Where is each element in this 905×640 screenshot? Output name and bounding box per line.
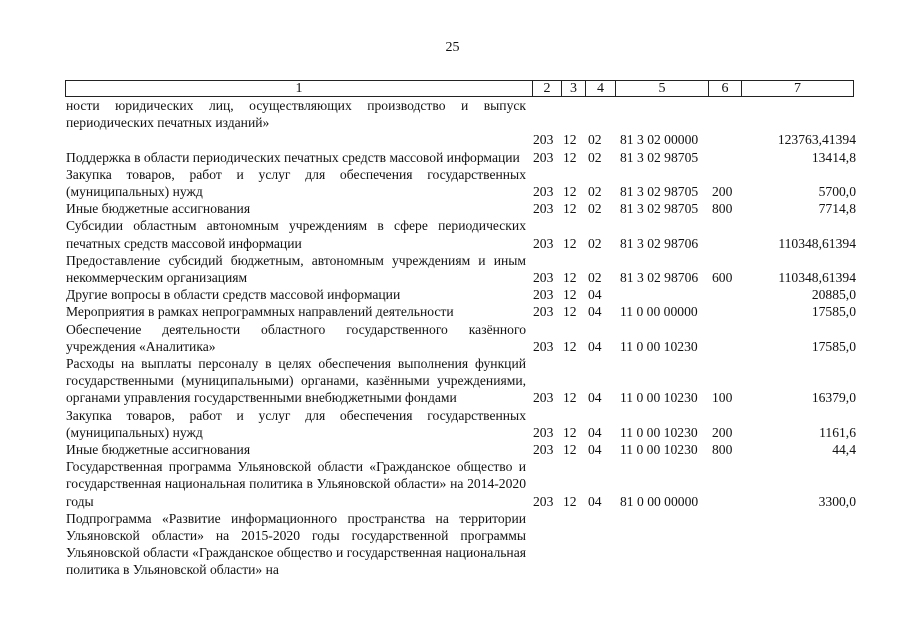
row-cell-c6: 200 <box>712 424 733 440</box>
column-header-4: 4 <box>586 81 616 97</box>
row-cell-c5: 11 0 00 10230 <box>620 390 698 406</box>
table-row <box>66 97 856 131</box>
row-description: Другие вопросы в области средств массовой информации <box>66 287 401 303</box>
row-description: Мероприятия в рамках непрограммных направлений деятельности <box>66 304 454 320</box>
row-cell-c5: 11 0 00 00000 <box>620 304 698 320</box>
table-row <box>66 286 856 303</box>
budget-table-body <box>66 97 856 579</box>
row-cell-c2: 203 <box>533 270 554 286</box>
row-cell-c3: 12 <box>563 338 577 354</box>
row-cell-c3: 12 <box>563 287 577 303</box>
row-cell-c6: 600 <box>712 270 733 286</box>
row-cell-c3: 12 <box>563 304 577 320</box>
row-cell-c7: 13414,8 <box>811 149 856 165</box>
column-header-7: 7 <box>742 81 854 97</box>
row-cell-c7: 20885,0 <box>811 287 856 303</box>
column-header-6: 6 <box>709 81 742 97</box>
row-cell-c5: 11 0 00 10230 <box>620 442 698 458</box>
row-cell-c5: 81 3 02 00000 <box>620 132 699 148</box>
row-cell-c5: 81 3 02 98706 <box>620 235 699 251</box>
row-cell-c2: 203 <box>533 132 554 148</box>
table-row <box>66 303 856 320</box>
row-cell-c3: 12 <box>563 270 577 286</box>
column-header-2: 2 <box>533 81 562 97</box>
row-cell-c5: 11 0 00 10230 <box>620 338 698 354</box>
row-description: Предоставление субсидий бюджетным, автономным учреждениям и иным некоммерческим организациям <box>66 252 526 286</box>
row-cell-c7: 110348,61394 <box>778 235 856 251</box>
row-cell-c3: 12 <box>563 184 577 199</box>
row-cell-c4: 02 <box>588 235 602 251</box>
row-cell-c6: 100 <box>712 390 733 406</box>
row-cell-c7: 110348,61394 <box>778 270 856 286</box>
row-cell-c6: 800 <box>712 201 733 217</box>
row-cell-c4: 04 <box>588 338 602 354</box>
row-cell-c7: 123763,41394 <box>777 132 856 148</box>
table-row <box>66 131 856 148</box>
row-cell-c2: 203 <box>533 424 554 440</box>
row-description: Субсидии областным автономным учреждениям в сфере периодических печатных средств массовой информации <box>66 218 526 251</box>
row-cell-c2: 203 <box>533 184 554 199</box>
table-row <box>66 510 856 579</box>
row-cell-c2: 203 <box>533 287 554 303</box>
row-description <box>66 131 526 148</box>
row-cell-c5: 81 3 02 98705 <box>620 201 699 217</box>
row-cell-c7: 17585,0 <box>811 304 856 320</box>
table-row <box>66 217 856 251</box>
row-description: Подпрограмма «Развитие информационного пространства на территории Ульяновской области» на 2015-2020 годы государственной программы Ульяновской области «Гражданское общество и государственная национальная политика в Ульяновской области» на <box>66 510 526 578</box>
row-cell-c4: 04 <box>588 304 602 320</box>
row-description: Расходы на выплаты персоналу в целях обеспечения выполнения функций государственными (муниципальными) органами, казёнными учреждениями, органами управления государственными внебюджетными фондами <box>66 356 526 406</box>
table-row <box>66 149 856 166</box>
row-cell-c5: 81 0 00 00000 <box>620 493 699 509</box>
row-cell-c2: 203 <box>533 235 554 251</box>
row-cell-c3: 12 <box>563 201 577 217</box>
table-row <box>66 200 856 217</box>
table-row <box>66 407 856 441</box>
row-cell-c3: 12 <box>563 442 577 458</box>
row-description: Закупка товаров, работ и услуг для обеспечения государственных (муниципальных) нужд <box>66 166 526 199</box>
row-cell-c3: 12 <box>563 493 577 509</box>
row-cell-c7: 17585,0 <box>811 338 856 354</box>
column-header-1: 1 <box>66 81 533 97</box>
table-row <box>66 355 856 407</box>
row-cell-c7: 3300,0 <box>818 493 856 509</box>
row-cell-c4: 04 <box>588 493 602 509</box>
row-cell-c5: 81 3 02 98705 <box>620 184 699 199</box>
table-row <box>66 166 856 200</box>
row-cell-c2: 203 <box>533 493 554 509</box>
table-row <box>66 252 856 286</box>
row-cell-c2: 203 <box>533 338 554 354</box>
column-header-5: 5 <box>616 81 709 97</box>
row-cell-c4: 02 <box>588 184 602 199</box>
row-description: Государственная программа Ульяновской области «Гражданское общество и государственная национальная политика в Ульяновской области» на 2014-2020 годы <box>66 459 526 509</box>
row-cell-c5: 81 3 02 98705 <box>620 149 699 165</box>
row-cell-c7: 44,4 <box>832 442 856 458</box>
row-cell-c4: 04 <box>588 442 602 458</box>
row-cell-c4: 02 <box>588 270 602 286</box>
row-description: ности юридических лиц, осуществляющих производство и выпуск периодических печатных изданий» <box>66 98 526 131</box>
row-cell-c5: 81 3 02 98706 <box>620 270 699 286</box>
row-description: Иные бюджетные ассигнования <box>66 442 251 458</box>
column-header-row <box>65 80 854 97</box>
row-cell-c4: 04 <box>588 424 602 440</box>
row-cell-c4: 02 <box>588 201 602 217</box>
row-cell-c3: 12 <box>563 149 577 165</box>
row-cell-c4: 04 <box>588 390 602 406</box>
row-cell-c3: 12 <box>563 390 577 406</box>
row-cell-c4: 02 <box>588 132 602 148</box>
table-row <box>66 321 856 355</box>
row-cell-c7: 16379,0 <box>811 390 856 406</box>
row-cell-c6: 200 <box>712 184 733 199</box>
row-description: Иные бюджетные ассигнования <box>66 201 251 217</box>
page-number: 25 <box>445 40 460 55</box>
row-cell-c7: 1161,6 <box>819 424 856 440</box>
column-header-3: 3 <box>562 81 586 97</box>
row-cell-c2: 203 <box>533 390 554 406</box>
row-cell-c7: 5700,0 <box>818 184 856 199</box>
row-cell-c7: 7714,8 <box>818 201 856 217</box>
row-cell-c3: 12 <box>563 424 577 440</box>
row-cell-c2: 203 <box>533 304 554 320</box>
row-cell-c5: 11 0 00 10230 <box>620 424 698 440</box>
table-row <box>66 458 856 510</box>
row-cell-c4: 04 <box>588 287 602 303</box>
table-row <box>66 441 856 458</box>
row-cell-c2: 203 <box>533 149 554 165</box>
row-cell-c3: 12 <box>563 235 577 251</box>
row-description: Закупка товаров, работ и услуг для обеспечения государственных (муниципальных) нужд <box>66 407 526 440</box>
row-cell-c2: 203 <box>533 201 554 217</box>
row-cell-c6: 800 <box>712 442 733 458</box>
row-cell-c2: 203 <box>533 442 554 458</box>
row-description: Поддержка в области периодических печатных средств массовой информации <box>66 149 520 165</box>
row-description: Обеспечение деятельности областного государственного казённого учреждения «Аналитика» <box>66 321 526 354</box>
row-cell-c3: 12 <box>563 132 577 148</box>
row-cell-c4: 02 <box>588 149 602 165</box>
